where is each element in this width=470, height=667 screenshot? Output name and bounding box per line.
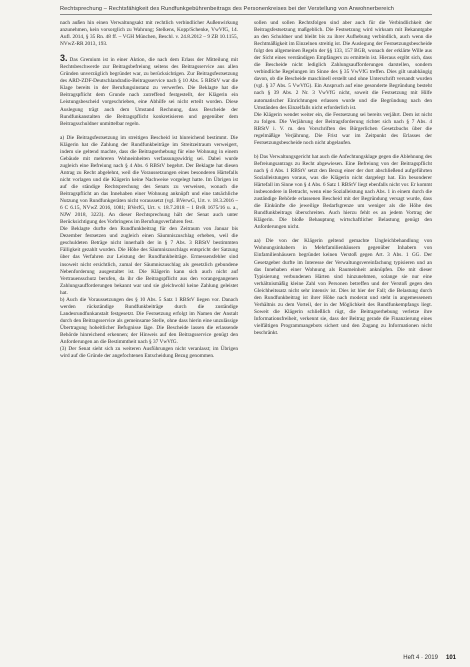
section-number: 3. [60,53,68,64]
running-header: Rechtsprechung – Rechtsfähigkeit des Rundfunkgebührenbeitrags des Personenkreises bei der Verstellung von Anwohnerbereich [60,6,432,15]
page-number: 101 [445,655,456,661]
paragraph: b) Auch die Voraussetzungen des § 10 Abs. 5 Satz 1 RBStV liegen vor. Danach werden rückständige Rundfunkbeiträge durch die zuständige Landesrundfunkanstalt festgesetzt. Die Festsetzung erfolgt im Namen der Anstalt durch den Beitragsservice als gemeinsame Stelle, ohne dass hierin eine unzulässige Übertragung hoheitlicher Befugnisse läge. Die Bescheide lassen die erlassende Behörde hinreichend erkennen; der Hinweis auf den Beitragsservice genügt den Anforderungen an die Bestimmtheit nach § 37 VwVfG. [60,296,238,346]
paragraph: sollen und sollen Rechtsfolgen sind aber auch für die Verbindlichkeit der Beitragsfestsetzung maßgeblich. Die Festsetzung wird wirksam mit Bekanntgabe an den Schuldner und bleibt bis zu ihrer Aufhebung verbindlich, auch wenn die Rechtmäßigkeit im Einzelnen streitig ist. Die Auslegung der Festsetzungsbescheide folgt den allgemeinen Regeln der §§ 133, 157 BGB, wonach der erklärte Wille aus der Sicht eines verständigen Empfängers zu ermitteln ist. Hieraus ergibt sich, dass die Bescheide nicht lediglich Zahlungsaufforderungen darstellen, sondern verbindliche Regelungen im Sinne des § 35 VwVfG treffen. Dies gilt unabhängig davon, ob die Bescheide maschinell erstellt und ohne Unterschrift versandt wurden (vgl. § 37 Abs. 5 VwVfG). Ein Anspruch auf eine gesonderte Begründung besteht nach § 39 Abs. 2 Nr. 3 VwVfG nicht, soweit die Festsetzung mit Hilfe automatischer Einrichtungen erlassen wurde und die Begründung nach den Umständen des Einzelfalls nicht erforderlich ist. [254,20,432,111]
left-column [60,20,238,360]
paragraph: Die Klägerin wendet weiter ein, die Festsetzung sei bereits verjährt. Dem ist nicht zu folgen. Die Verjährung der Beitragsforderung richtet sich nach § 7 Abs. 4 RBStV i. V. m. den Vorschriften des Bürgerlichen Gesetzbuchs über die regelmäßige Verjährung. Die Frist war im Zeitpunkt des Erlasses der Festsetzungsbescheide noch nicht abgelaufen. [254,111,432,146]
paragraph: nach außen hin einen Verwaltungsakt mit rechtlich verbindlicher Außenwirkung anzunehmen, kein vorsorglich zu Wahrung; Stelkens, Kopp/Schenke, VwVfG, 14. Aufl. 2014, § 35 Rn. 48 ff. – VGH München, Beschl. v. 24.8.2012 – 9 ZB 10.1155, NVwZ-RR 2013, 193. [60,20,238,48]
paragraph: aa) Die von der Klägerin geltend gemachte Ungleichbehandlung von Wohnungsinhabern in Mehrfamilienhäusern gegenüber Inhabern von Einfamilienhäusern begründet keinen Verstoß gegen Art. 3 Abs. 1 GG. Der Gesetzgeber durfte im Interesse der Verwaltungsvereinfachung typisieren und an das Innehaben einer Wohnung als Raumeinheit anknüpfen. Die mit dieser Typisierung verbundenen Härten sind hinzunehmen, solange sie nur eine verhältnismäßig kleine Zahl von Personen betreffen und der Verstoß gegen den Gleichheitssatz nicht sehr intensiv ist. Dies ist hier der Fall; die Belastung durch den Rundfunkbeitrag ist ihrer Höhe nach moderat und steht in angemessenem Verhältnis zu dem Vorteil, der in der Möglichkeit des Rundfunkempfangs liegt. Soweit die Klägerin schließlich rügt, die Beitragserhebung verletze ihre Informationsfreiheit, verkennt sie, dass der Beitrag gerade die Finanzierung eines vielfältigen Programmangebots sichert und den Zugang zu Informationen nicht beschränkt. [254,238,432,336]
page-footer [403,655,456,661]
paragraph: (3) Der Senat sieht sich zu weiteren Ausführungen nicht veranlasst; im Übrigen wird auf die Gründe der angefochtenen Entscheidung Bezug genommen. [60,346,238,360]
right-column [254,20,432,337]
paragraph: a) Die Beitragsfestsetzung im streitigen Bescheid ist hinreichend bestimmt. Die Klägerin hat die Zahlung der Rundfunkbeiträge im Streitzeitraum verweigert, indem sie geltend machte, dass die Beitragserhebung für eine Wohnung in einem Gebäude mit mehreren Wohneinheiten verfassungswidrig sei. Dabei wurde zugleich eine Befreiung nach § 4 Abs. 6 RBStV begehrt. Der Beklagte hat diesen Antrag zu Recht abgelehnt, weil die Voraussetzungen eines besonderen Härtefalls nicht vorlagen und die Klägerin keine Nachweise vorgelegt hatte. Im Übrigen ist auf die ständige Rechtsprechung des Senats zu verweisen, wonach die Beitragspflicht an das Innehaben einer Wohnung anknüpft und eine tatsächliche Nutzung von Rundfunkgeräten nicht voraussetzt (vgl. BVerwG, Urt. v. 18.3.2016 – 6 C 6.15, NVwZ 2016, 1081; BVerfG, Urt. v. 18.7.2018 – 1 BvR 1675/16 u. a., NJW 2018, 3223). An dieser Rechtsprechung hält der Senat auch unter Berücksichtigung des Vorbringens im Berufungsverfahren fest. [60,134,238,226]
numbered-paragraph [60,55,238,127]
paragraph-text: Das Gremium ist in einer Aktion, die nach dem Erlass der Mitteilung mit Rechtsbeschwerde zur Beitragsbefreiung seitens des Beitragsservice aus allen Gründen unverzüglich begründet war, zu berücksichtigen. Zur Beitragsfestsetzung des ARD-ZDF-Deutschlandradio-Beitragsservice nach § 10 Abs. 5 RBStV war die Klage bereits in der Berufungsinstanz zu verwerfen. Die Beklagte hat die Beitragspflicht dem Grunde nach zutreffend festgestellt, der Klägerin ein Leistungsbescheid vorgeschrieben, eine Abhilfe sei nicht erteilt worden. Diese Auslegung trägt auch dem Umstand Rechnung, dass Bescheide der Rundfunkanstalten die Beitragspflicht konkretisieren und gegenüber dem Beitragsschuldner unmittelbar regeln. [60,57,238,127]
journal-issue: Heft 4 · 2019 [403,655,438,661]
paragraph: Die Beklagte durfte den Rundfunkbeitrag für den Zeitraum von Januar bis Dezember festsetzen und zugleich einen Säumniszuschlag erheben, weil die geschuldeten Beträge nicht innerhalb der in § 7 Abs. 3 RBStV bestimmten Fälligkeit gezahlt wurden. Die Höhe des Säumniszuschlags entspricht der Satzung über das Verfahren zur Leistung der Rundfunkbeiträge. Ermessensfehler sind insoweit nicht ersichtlich, zumal der Säumniszuschlag als gesetzlich gebundene Nebenforderung ausgestaltet ist. Die Klägerin kann sich auch nicht auf Vertrauensschutz berufen, da ihr die Beitragspflicht aus den vorangegangenen Zahlungsaufforderungen bekannt war und sie gleichwohl keine Zahlung geleistet hat. [60,226,238,296]
paragraph: b) Das Verwaltungsgericht hat auch die Anfechtungsklage gegen die Ablehnung des Befreiungsantrags zu Recht abgewiesen. Eine Befreiung von der Beitragspflicht nach § 4 Abs. 1 RBStV setzt den Bezug einer der dort abschließend aufgeführten Sozialleistungen voraus, was die Klägerin nicht dargelegt hat. Ein besonderer Härtefall im Sinne von § 4 Abs. 6 Satz 1 RBStV liegt ebenfalls nicht vor. Er kommt insbesondere in Betracht, wenn eine Sozialleistung nach Abs. 1 in einem durch die zuständige Behörde erlassenen Bescheid mit der Begründung versagt wurde, dass die Einkünfte die jeweilige Bedarfsgrenze um weniger als die Höhe des Rundfunkbeitrags überschreiten. Auch hierzu fehlt es an jedem Vortrag der Klägerin. Die bloße Behauptung wirtschaftlicher Belastung genügt den Anforderungen nicht. [254,153,432,231]
